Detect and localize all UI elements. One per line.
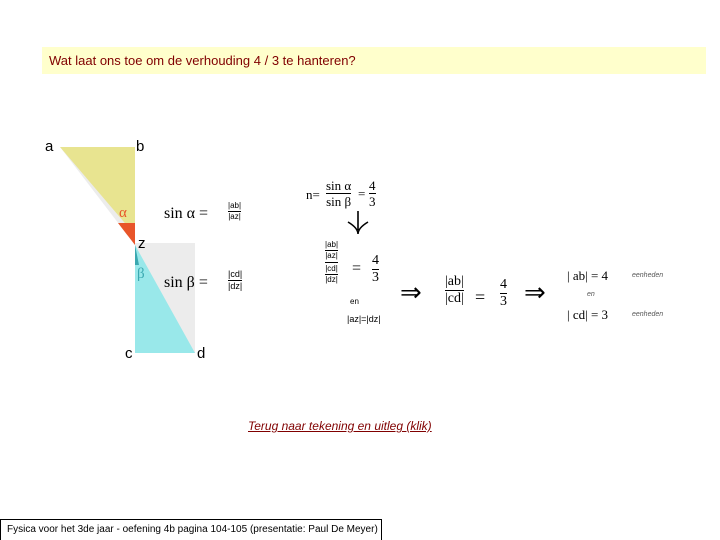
az-denominator: |az| bbox=[228, 212, 241, 221]
cd-eq-3: | cd| = 3 bbox=[567, 307, 609, 322]
three: 3 bbox=[372, 270, 379, 285]
en-label-2: en bbox=[587, 291, 595, 298]
four: 4 bbox=[369, 178, 376, 193]
dz-denominator: |dz| bbox=[228, 281, 243, 291]
label-alpha: α bbox=[119, 205, 127, 221]
label-c: c bbox=[125, 345, 133, 362]
dz-den: |dz| bbox=[325, 275, 338, 284]
implies-arrow-icon-2: ⇒ bbox=[524, 278, 546, 308]
label-a: a bbox=[45, 138, 54, 155]
main-fraction-bar bbox=[325, 262, 338, 263]
compound-fraction bbox=[325, 241, 338, 284]
back-to-drawing-link[interactable]: Terug naar tekening en uitleg (klik) bbox=[248, 419, 432, 433]
equals-sign-2: = bbox=[352, 260, 362, 277]
sin-beta-den: sin β bbox=[326, 194, 352, 209]
cd-num: |cd| bbox=[325, 264, 338, 273]
footer bbox=[0, 519, 382, 540]
sin-alpha-num: sin α bbox=[326, 178, 352, 193]
eenheden-1: eenheden bbox=[632, 272, 664, 279]
refraction-figure bbox=[40, 135, 230, 365]
ab-numerator: |ab| bbox=[228, 201, 242, 210]
cd-numerator: |cd| bbox=[228, 269, 243, 279]
cd-over-dz bbox=[228, 270, 242, 291]
en-label: en bbox=[350, 297, 359, 306]
ab-az-inner bbox=[325, 241, 338, 260]
sin-ratio bbox=[326, 179, 351, 208]
label-beta: β bbox=[137, 266, 145, 282]
three: 3 bbox=[369, 194, 376, 209]
down-arrow-icon bbox=[345, 210, 371, 236]
equals-sign-3: = bbox=[475, 287, 486, 307]
cd-dz-inner bbox=[325, 265, 338, 284]
az-den: |az| bbox=[325, 251, 338, 260]
label-b: b bbox=[136, 138, 145, 155]
three: 3 bbox=[500, 294, 507, 309]
az-eq-dz: |az|=|dz| bbox=[347, 314, 381, 324]
equals-sign: = bbox=[358, 186, 366, 201]
cd-den: |cd| bbox=[445, 291, 464, 306]
ab-eq-4: | ab| = 4 bbox=[567, 268, 609, 283]
implies-arrow-icon-1: ⇒ bbox=[400, 278, 422, 308]
page-title: Wat laat ons toe om de verhouding 4 / 3 te hanteren? bbox=[49, 53, 356, 68]
four: 4 bbox=[500, 277, 507, 292]
ab-over-cd bbox=[445, 275, 464, 306]
title-bar bbox=[42, 47, 706, 74]
sin-beta-label: sin β = bbox=[164, 274, 208, 291]
four: 4 bbox=[372, 253, 379, 268]
label-d: d bbox=[197, 345, 206, 362]
sin-alpha-label: sin α = bbox=[164, 205, 209, 222]
four-thirds-right bbox=[500, 278, 507, 309]
ab-num: |ab| bbox=[325, 240, 339, 249]
footer-text: Fysica voor het 3de jaar - oefening 4b pagina 104-105 (presentatie: Paul De Meyer) bbox=[7, 524, 378, 535]
four-thirds-mid bbox=[372, 254, 379, 285]
ab-num: |ab| bbox=[445, 274, 464, 289]
alpha-wedge bbox=[118, 223, 135, 245]
label-z: z bbox=[138, 235, 146, 252]
eenheden-2: eenheden bbox=[632, 311, 664, 318]
four-thirds-top bbox=[369, 179, 376, 208]
ab-over-az bbox=[228, 202, 241, 221]
n-equals: n= bbox=[306, 187, 320, 202]
